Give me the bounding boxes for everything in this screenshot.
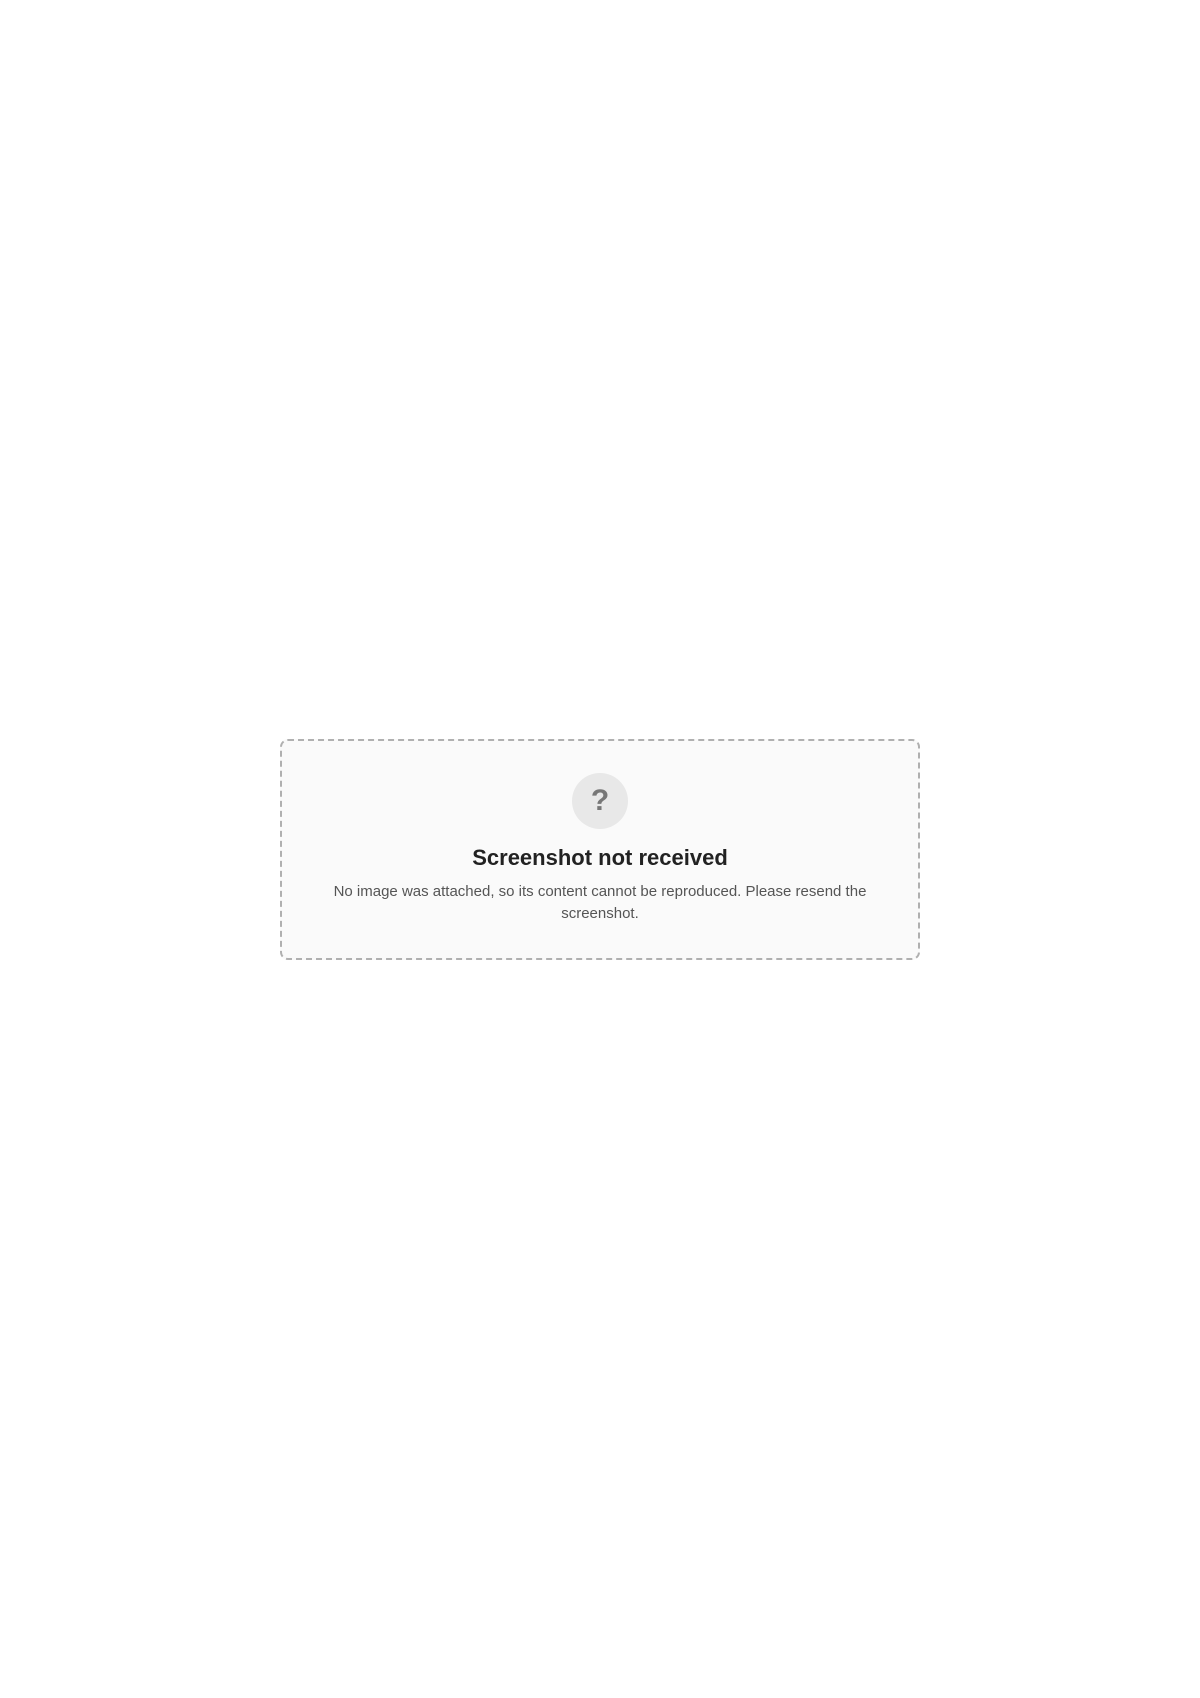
missing-screenshot-notice	[280, 739, 920, 960]
notice-text: No image was attached, so its content cannot be reproduced. Please resend the screenshot.	[333, 882, 867, 922]
missing-image-icon: ?	[572, 773, 628, 829]
notice-title: Screenshot not received	[472, 844, 728, 870]
